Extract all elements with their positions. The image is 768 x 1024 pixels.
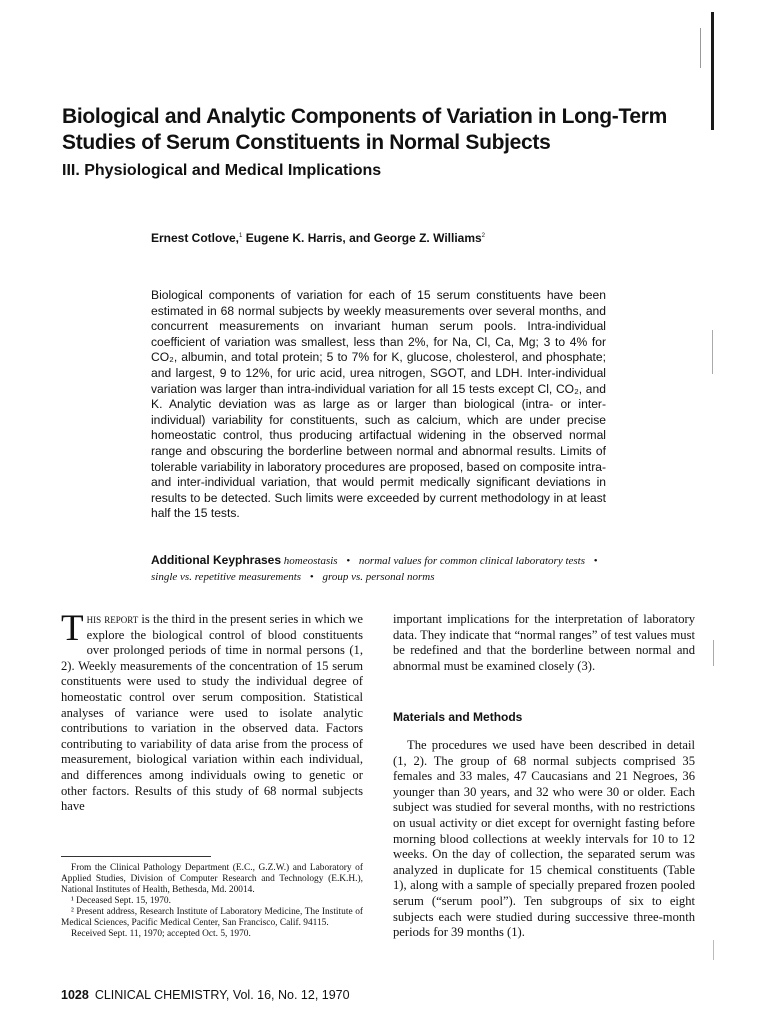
footnote-affiliation: From the Clinical Pathology Department (E.C., G.Z.W.) and Laboratory of Applied Studies, Division of Computer Research and Technology (E.K.H.), National Institutes of Health, Bethesda, Md. 20014. — [61, 863, 363, 895]
intro-text: is the third in the present series in which we explore the biological control of blood constituents over prolonged periods of time in normal persons (1, 2). Weekly measurements of the concentration of 15 serum constituents were used to study the individual degree of homeostatic control over serum composition. Statistical analyses of variance were used to isolate analytic contributions to variation in the observed data. Factors contributing to variability of data arise from the process of measurement, biological variation within each individual, and differences among individuals owing to genetic or other factors. Results of this study of 68 normal subjects have — [61, 612, 363, 814]
footnotes — [61, 863, 363, 940]
keyphrase-separator: • — [309, 571, 314, 583]
page-number: 1028 — [61, 988, 89, 1002]
author-list — [151, 228, 671, 246]
keyphrases — [151, 552, 606, 585]
article-title: Biological and Analytic Components of Variation in Long-Term Studies of Serum Constituents in Normal Subjects — [62, 105, 668, 154]
scan-edge-mark — [711, 12, 714, 130]
keyphrase: normal values for common clinical laboratory tests — [358, 555, 586, 567]
keyphrase: group vs. personal norms — [322, 571, 435, 583]
author-footnote-mark: 2 — [481, 233, 486, 239]
footnote-2: ² Present address, Research Institute of Laboratory Medicine, The Institute of Medical Sciences, Pacific Medical Center, San Francisco, Calif. 94115. — [61, 907, 363, 928]
author-footnote-mark: 1 — [239, 233, 243, 239]
scan-edge-mark — [712, 330, 713, 374]
abstract: Biological components of variation for each of 15 serum constituents have been estimated in 68 normal subjects by weekly measurements over several months, and concurrent measurements on invariant human serum pools. Intra-individual coefficient of variation was smallest, less than 2%, for Na, Cl, Ca, Mg; 3 to 4% for CO₂, albumin, and total protein; 5 to 7% for K, glucose, cholesterol, and phosphate; and largest, 9 to 12%, for uric acid, urea nitrogen, SGOT, and LDH. Inter-individual variation was larger than intra-individual variation for all 15 tests except Cl, CO₂, and K. Analytic deviation was as large as or larger than biological (intra- or inter-individual) variability for constituents, such as calcium, which are under precise homeostatic control, thus producing artifactual widening in the observed normal range and obscuring the borderline between normal and abnormal results. Limits of tolerable variability in laboratory procedures are proposed, based on composite intra- and inter-individual variation, that would permit medically significant deviations in results to be detected. Such limits were exceeded by current methodology in at least half the 15 tests. — [151, 288, 606, 521]
scan-edge-mark — [713, 940, 714, 960]
footnote-received: Received Sept. 11, 1970; accepted Oct. 5, 1970. — [71, 929, 251, 939]
keyphrases-label: Additional Keyphrases — [151, 553, 282, 567]
page-footer — [61, 988, 381, 1002]
drop-cap: T — [61, 608, 84, 649]
intro-small-caps: his report — [86, 612, 139, 626]
author-name: Eugene K. Harris, and George Z. Williams — [245, 231, 482, 245]
scan-edge-mark — [713, 640, 714, 666]
footnote-1: ¹ Deceased Sept. 15, 1970. — [71, 896, 171, 906]
journal-citation: CLINICAL CHEMISTRY, Vol. 16, No. 12, 1970 — [94, 988, 350, 1002]
keyphrase: single vs. repetitive measurements — [151, 571, 302, 583]
section-heading: Materials and Methods — [393, 710, 523, 724]
keyphrase: homeostasis — [283, 555, 338, 567]
keyphrase-separator: • — [346, 555, 351, 567]
article-subtitle: III. Physiological and Medical Implications — [62, 162, 382, 179]
methods-paragraph: The procedures we used have been described in detail (1, 2). The group of 68 normal subjects comprised 35 females and 33 males, 47 Caucasians and 21 Negroes, 36 younger than 30 years, and 32 who were 30 or older. Each subject was studied for several months, with no restrictions on usual activity or diet except for overnight fasting before morning blood collections at weekly intervals for 10 to 12 weeks. On the day of collection, the separated serum was analyzed in duplicate for 15 chemical constituents (Table 1), along with a sample of specially prepared frozen pooled serum (“serum pool”). Ten subgroups of six to eight subjects each were studied during successive three-month periods for 39 months (1). — [393, 738, 695, 940]
intro-paragraph — [61, 608, 363, 815]
intro-continuation: important implications for the interpretation of laboratory data. They indicate that “normal ranges” of test values must be redefined and that the borderline between normal and abnormal must be examined closely (3). — [393, 612, 695, 673]
author-name: Ernest Cotlove, — [151, 231, 240, 245]
footnote-rule — [61, 856, 211, 857]
scan-edge-mark — [700, 28, 701, 68]
keyphrase-separator: • — [593, 555, 598, 567]
